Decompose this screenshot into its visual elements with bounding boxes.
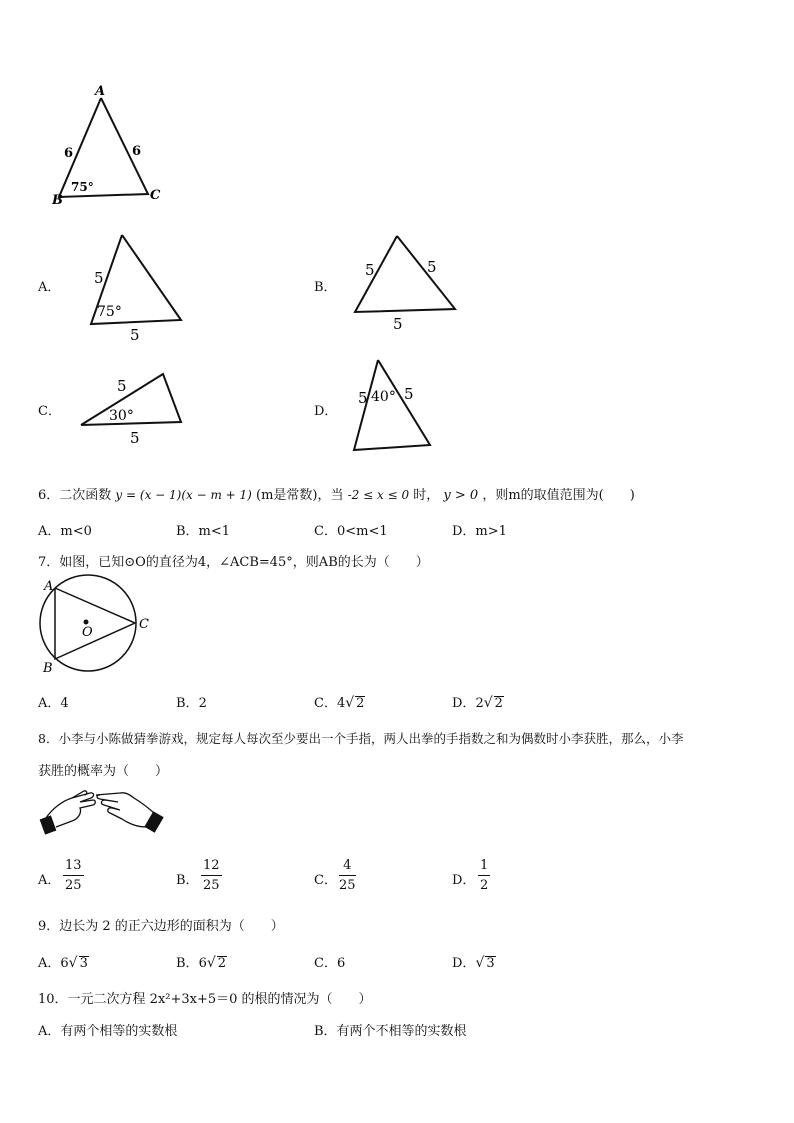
numerator: 1 (480, 858, 489, 873)
option-c[interactable]: C．0<m<1 (314, 524, 388, 539)
question-6-y-positive: y > 0 (443, 488, 479, 503)
numerator: 13 (65, 858, 82, 873)
left-hand-icon (40, 791, 96, 835)
radical-sign: √ (68, 955, 78, 971)
right-hand-icon (96, 793, 164, 833)
option-letter[interactable]: A． (38, 280, 61, 295)
option-a-triangle-figure[interactable] (80, 228, 200, 348)
radical-sign: √ (475, 955, 485, 971)
option-letter[interactable]: B． (314, 280, 337, 295)
option-d-angle-label: 40° (371, 389, 396, 405)
option-c-fraction[interactable] (339, 859, 356, 892)
option-b[interactable] (176, 952, 227, 971)
option-a[interactable] (38, 952, 89, 971)
option-value: 6 (336, 956, 346, 971)
question-6-stem (38, 484, 635, 503)
question-6-suffix: ，则m的取值范围为( ) (482, 488, 635, 503)
radical-sign: √ (206, 955, 216, 971)
option-a-fraction[interactable] (63, 859, 84, 892)
option-value: 4 (60, 696, 69, 711)
option-c-side-label: 5 (117, 377, 127, 395)
hand-gesture-illustration (38, 783, 168, 838)
option-a[interactable] (38, 692, 69, 711)
option-d-left-label: 5 (358, 389, 368, 407)
option-b-fraction[interactable] (201, 859, 222, 892)
option-letter: C． (314, 956, 337, 971)
option-letter: A． (38, 696, 61, 711)
option-b-triangle-figure[interactable] (345, 228, 465, 338)
option-letter[interactable]: C． (38, 404, 61, 419)
option-b[interactable]: B．m<1 (176, 524, 231, 539)
point-label-c: C (139, 617, 149, 632)
side-label-ac: 6 (132, 144, 142, 159)
option-coefficient: 6 (60, 956, 69, 971)
option-a[interactable]: A．m<0 (38, 524, 92, 539)
option-c[interactable] (314, 692, 365, 711)
option-letter[interactable]: D． (314, 404, 338, 419)
denominator: 25 (65, 878, 82, 893)
option-letter: B． (176, 696, 199, 711)
option-c-triangle-figure[interactable] (75, 365, 195, 450)
option-radicand: 3 (486, 956, 495, 971)
option-d-triangle-figure[interactable] (345, 355, 440, 455)
point-label-a: A (44, 579, 54, 594)
option-c-angle-label: 30° (109, 408, 134, 424)
vertex-label-c: C (150, 188, 161, 203)
question-6-after-condition: 时， (413, 488, 440, 503)
option-coefficient: 6 (198, 956, 207, 971)
option-radicand: 3 (79, 956, 88, 971)
option-coefficient: 2 (475, 696, 484, 711)
option-c[interactable] (314, 952, 345, 971)
denominator: 25 (203, 878, 220, 893)
question-8-stem-line-2: 获胜的概率为（ ） (38, 764, 169, 779)
option-c-letter[interactable]: C． (314, 873, 337, 888)
question-8-stem-line-1: 8．小李与小陈做猜拳游戏，规定每人每次至少要出一个手指，两人出拳的手指数之和为偶数时小李获胜，那么，小李 (38, 731, 684, 746)
option-d-fraction[interactable] (478, 859, 490, 892)
option-radicand: 2 (217, 956, 227, 971)
denominator: 2 (480, 878, 489, 893)
denominator: 25 (339, 878, 356, 893)
option-a-base-label: 5 (130, 326, 140, 344)
option-a-side-label: 5 (94, 269, 104, 287)
option-b[interactable]: B．有两个不相等的实数根 (314, 1024, 467, 1039)
vertex-label-b: B (52, 193, 63, 208)
option-letter: B． (176, 956, 199, 971)
center-dot (84, 620, 89, 625)
circle-figure (30, 572, 160, 677)
option-d-letter[interactable]: D． (452, 873, 476, 888)
option-radicand: 2 (356, 696, 365, 711)
option-d[interactable] (452, 952, 496, 971)
question-7-stem: 7．如图，已知⊙O的直径为4，∠ACB=45°，则AB的长为（ ） (38, 555, 429, 570)
point-label-b: B (43, 661, 53, 676)
numerator: 12 (203, 858, 220, 873)
side-label-ab: 6 (64, 146, 74, 161)
option-a-angle-label: 75° (97, 304, 122, 320)
option-letter: C． (314, 696, 337, 711)
reference-triangle-figure (40, 80, 180, 210)
question-6-condition: -2 ≤ x ≤ 0 (347, 488, 410, 502)
option-a[interactable]: A．有两个相等的实数根 (38, 1024, 178, 1039)
option-coefficient: 4 (336, 696, 346, 711)
option-b-letter[interactable]: B． (176, 873, 199, 888)
radical-sign: √ (483, 695, 493, 711)
question-10-stem: 10．一元二次方程 2x²+3x+5＝0 的根的情况为（ ） (38, 992, 372, 1007)
option-radicand: 2 (494, 696, 503, 711)
vertex-label-a: A (95, 84, 106, 99)
option-b-base-label: 5 (393, 315, 403, 333)
question-9-stem: 9．边长为 2 的正六边形的面积为（ ） (38, 919, 284, 934)
point-label-o: O (82, 625, 93, 640)
option-d[interactable]: D．m>1 (452, 524, 507, 539)
option-b-right-label: 5 (427, 258, 437, 276)
option-letter: A． (38, 956, 61, 971)
question-6-formula: y = (x − 1)(x − m + 1) (115, 488, 252, 502)
radical-sign: √ (345, 695, 355, 711)
question-6-prefix: 6．二次函数 (38, 488, 112, 503)
option-a-letter[interactable]: A． (38, 873, 61, 888)
angle-label-b: 75° (71, 180, 94, 194)
option-letter: D． (452, 696, 476, 711)
option-letter: D． (452, 956, 476, 971)
option-c-base-label: 5 (130, 429, 140, 447)
option-value: 2 (198, 696, 207, 711)
option-d[interactable] (452, 692, 504, 711)
inscribed-triangle (55, 588, 135, 659)
numerator: 4 (343, 858, 352, 873)
option-d-right-label: 5 (404, 385, 414, 403)
option-b[interactable] (176, 692, 207, 711)
option-b-left-label: 5 (365, 261, 375, 279)
question-6-middle: (m是常数)，当 (256, 488, 344, 503)
